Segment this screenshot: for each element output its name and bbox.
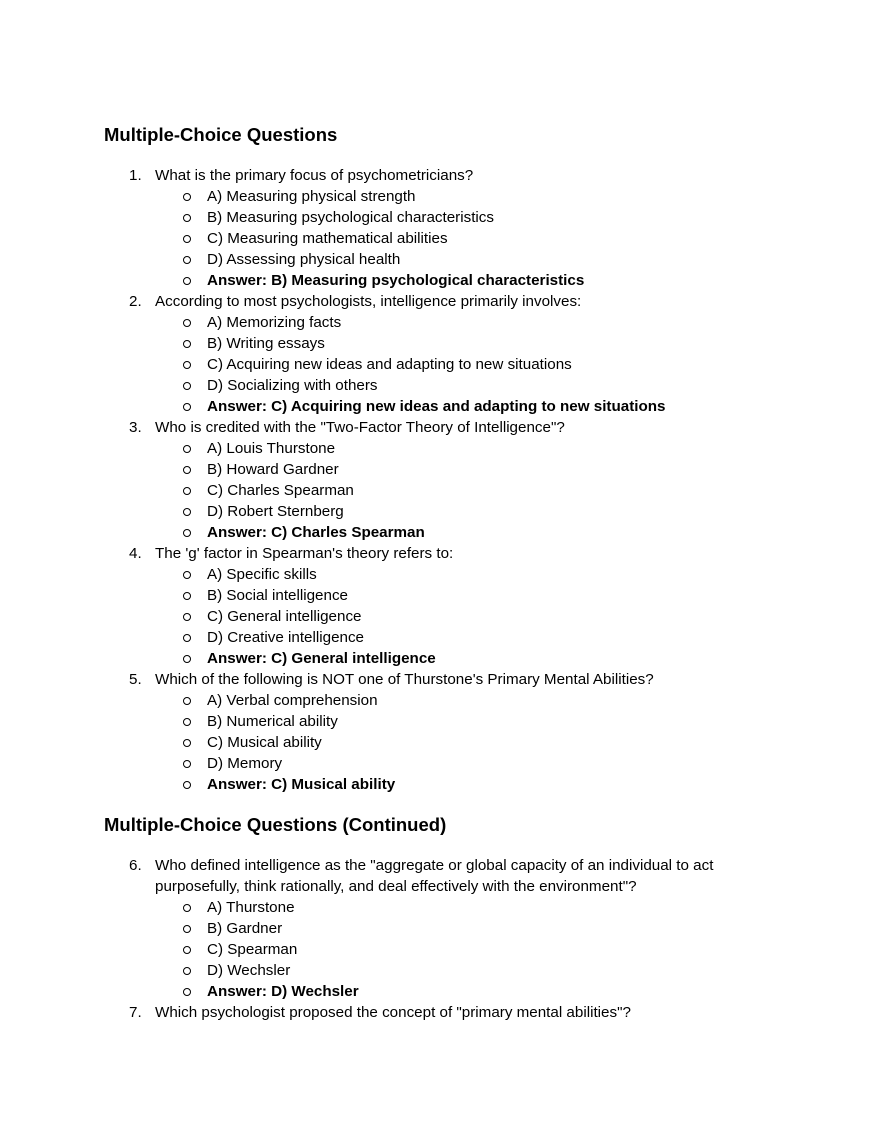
option-item bbox=[155, 375, 780, 396]
circle-bullet-icon bbox=[183, 277, 191, 285]
question-number: 5. bbox=[129, 671, 142, 688]
question-text: What is the primary focus of psychometricians? bbox=[155, 167, 474, 184]
circle-bullet-icon bbox=[183, 988, 191, 996]
answer-text: Answer: C) General intelligence bbox=[207, 650, 436, 667]
answer-item bbox=[155, 648, 780, 669]
option-text: D) Socializing with others bbox=[207, 377, 378, 394]
option-item bbox=[155, 312, 780, 333]
answer-text: Answer: C) Acquiring new ideas and adapting to new situations bbox=[207, 398, 666, 415]
option-item bbox=[155, 249, 780, 270]
circle-bullet-icon bbox=[183, 487, 191, 495]
question-list bbox=[0, 855, 880, 1023]
option-text: B) Howard Gardner bbox=[207, 461, 339, 478]
option-text: C) General intelligence bbox=[207, 608, 362, 625]
option-text: B) Writing essays bbox=[207, 335, 325, 352]
option-text: A) Verbal comprehension bbox=[207, 692, 378, 709]
circle-bullet-icon bbox=[183, 508, 191, 516]
option-item bbox=[155, 459, 780, 480]
question-text: The 'g' factor in Spearman's theory refers to: bbox=[155, 545, 454, 562]
option-item bbox=[155, 753, 780, 774]
option-text: C) Musical ability bbox=[207, 734, 322, 751]
option-text: C) Spearman bbox=[207, 941, 298, 958]
option-item bbox=[155, 606, 780, 627]
circle-bullet-icon bbox=[183, 592, 191, 600]
circle-bullet-icon bbox=[183, 904, 191, 912]
circle-bullet-icon bbox=[183, 382, 191, 390]
option-item bbox=[155, 960, 780, 981]
option-text: A) Specific skills bbox=[207, 566, 317, 583]
circle-bullet-icon bbox=[183, 739, 191, 747]
option-item bbox=[155, 228, 780, 249]
option-item bbox=[155, 711, 780, 732]
circle-bullet-icon bbox=[183, 319, 191, 327]
option-item bbox=[155, 732, 780, 753]
answer-item bbox=[155, 396, 780, 417]
option-text: B) Numerical ability bbox=[207, 713, 338, 730]
circle-bullet-icon bbox=[183, 655, 191, 663]
option-text: C) Measuring mathematical abilities bbox=[207, 230, 448, 247]
option-item bbox=[155, 918, 780, 939]
question-number: 2. bbox=[129, 293, 142, 310]
answer-text: Answer: B) Measuring psychological characteristics bbox=[207, 272, 585, 289]
option-text: C) Charles Spearman bbox=[207, 482, 354, 499]
circle-bullet-icon bbox=[183, 361, 191, 369]
option-item bbox=[155, 207, 780, 228]
option-text: D) Wechsler bbox=[207, 962, 291, 979]
option-text: A) Thurstone bbox=[207, 899, 295, 916]
option-text: A) Measuring physical strength bbox=[207, 188, 416, 205]
question-number: 1. bbox=[129, 167, 142, 184]
circle-bullet-icon bbox=[183, 214, 191, 222]
option-item bbox=[155, 480, 780, 501]
option-text: A) Memorizing facts bbox=[207, 314, 342, 331]
option-text: B) Measuring psychological characteristics bbox=[207, 209, 494, 226]
question-item bbox=[0, 165, 880, 291]
circle-bullet-icon bbox=[183, 340, 191, 348]
circle-bullet-icon bbox=[183, 403, 191, 411]
answer-text: Answer: D) Wechsler bbox=[207, 983, 359, 1000]
circle-bullet-icon bbox=[183, 256, 191, 264]
circle-bullet-icon bbox=[183, 613, 191, 621]
option-item bbox=[155, 585, 780, 606]
circle-bullet-icon bbox=[183, 634, 191, 642]
circle-bullet-icon bbox=[183, 466, 191, 474]
option-item bbox=[155, 690, 780, 711]
circle-bullet-icon bbox=[183, 718, 191, 726]
question-item bbox=[0, 1002, 880, 1023]
section-heading: Multiple-Choice Questions bbox=[104, 124, 338, 145]
option-list bbox=[155, 564, 780, 669]
question-item bbox=[0, 543, 880, 669]
question-text: According to most psychologists, intelligence primarily involves: bbox=[155, 293, 582, 310]
question-item bbox=[0, 417, 880, 543]
question-number: 3. bbox=[129, 419, 142, 436]
question-number: 4. bbox=[129, 545, 142, 562]
question-item bbox=[0, 855, 880, 1002]
option-item bbox=[155, 333, 780, 354]
section-heading: Multiple-Choice Questions (Continued) bbox=[104, 814, 447, 835]
option-text: B) Gardner bbox=[207, 920, 283, 937]
answer-item bbox=[155, 522, 780, 543]
option-list bbox=[155, 186, 780, 291]
question-text: Which of the following is NOT one of Thurstone's Primary Mental Abilities? bbox=[155, 671, 654, 688]
answer-item bbox=[155, 270, 780, 291]
option-text: D) Memory bbox=[207, 755, 283, 772]
question-text: Who defined intelligence as the "aggregate or global capacity of an individual to act purposefully, think rationally, and deal effectively with the environment"? bbox=[155, 857, 714, 895]
circle-bullet-icon bbox=[183, 967, 191, 975]
option-item bbox=[155, 501, 780, 522]
option-text: D) Assessing physical health bbox=[207, 251, 401, 268]
question-item bbox=[0, 669, 880, 795]
option-list bbox=[155, 438, 780, 543]
question-number: 6. bbox=[129, 857, 142, 874]
option-text: C) Acquiring new ideas and adapting to new situations bbox=[207, 356, 572, 373]
option-text: A) Louis Thurstone bbox=[207, 440, 336, 457]
circle-bullet-icon bbox=[183, 760, 191, 768]
answer-item bbox=[155, 981, 780, 1002]
option-list bbox=[155, 897, 780, 1002]
option-item bbox=[155, 939, 780, 960]
question-item bbox=[0, 291, 880, 417]
circle-bullet-icon bbox=[183, 235, 191, 243]
answer-text: Answer: C) Musical ability bbox=[207, 776, 396, 793]
option-text: B) Social intelligence bbox=[207, 587, 348, 604]
circle-bullet-icon bbox=[183, 529, 191, 537]
answer-item bbox=[155, 774, 780, 795]
option-item bbox=[155, 564, 780, 585]
option-text: D) Creative intelligence bbox=[207, 629, 365, 646]
option-text: D) Robert Sternberg bbox=[207, 503, 344, 520]
option-list bbox=[155, 312, 780, 417]
circle-bullet-icon bbox=[183, 925, 191, 933]
circle-bullet-icon bbox=[183, 781, 191, 789]
question-text: Who is credited with the "Two-Factor Theory of Intelligence"? bbox=[155, 419, 565, 436]
option-item bbox=[155, 438, 780, 459]
circle-bullet-icon bbox=[183, 445, 191, 453]
option-list bbox=[155, 690, 780, 795]
question-number: 7. bbox=[129, 1004, 142, 1021]
circle-bullet-icon bbox=[183, 697, 191, 705]
option-item bbox=[155, 354, 780, 375]
question-text: Which psychologist proposed the concept of "primary mental abilities"? bbox=[155, 1004, 631, 1021]
option-item bbox=[155, 627, 780, 648]
circle-bullet-icon bbox=[183, 946, 191, 954]
question-list bbox=[0, 165, 880, 795]
circle-bullet-icon bbox=[183, 193, 191, 201]
answer-text: Answer: C) Charles Spearman bbox=[207, 524, 425, 541]
option-item bbox=[155, 186, 780, 207]
option-item bbox=[155, 897, 780, 918]
circle-bullet-icon bbox=[183, 571, 191, 579]
